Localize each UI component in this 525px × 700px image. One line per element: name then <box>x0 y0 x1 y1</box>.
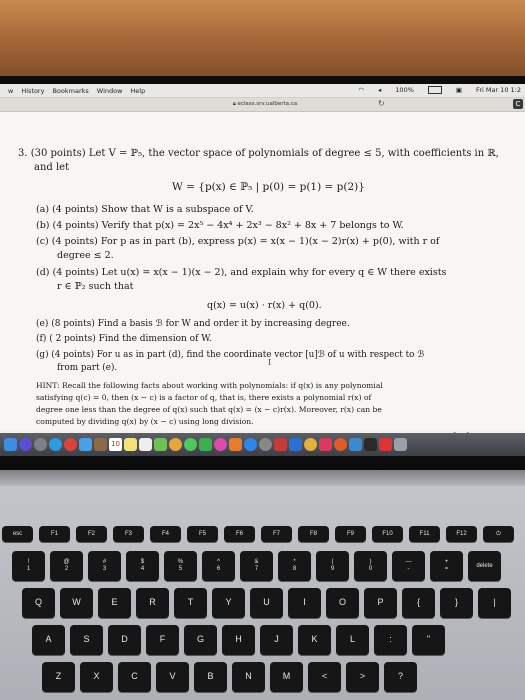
key-row0-1[interactable]: F1 <box>39 526 70 542</box>
key-row2-4[interactable]: T <box>174 588 207 618</box>
siri-icon[interactable] <box>19 438 32 451</box>
launchpad-icon[interactable] <box>34 438 47 451</box>
clock[interactable]: Fri Mar 10 1:2 <box>476 86 521 94</box>
key-row0-3[interactable]: F3 <box>113 526 144 542</box>
key-row0-6[interactable]: F6 <box>224 526 255 542</box>
key-row0-10[interactable]: F10 <box>372 526 403 542</box>
key-row1-6[interactable]: & 7 <box>240 551 273 581</box>
key-row1-10[interactable]: — - <box>392 551 425 581</box>
key-row2-7[interactable]: I <box>288 588 321 618</box>
problem-statement: 3. (30 points) Let V = ℙ₅, the vector space of polynomials of degree ≤ 5, with coefficients in ℝ, <box>18 148 499 159</box>
hint-line-2: satisfying q(c) = 0, then (x − c) is a factor of q, that is, there exists a polynomial r(x) of <box>36 393 372 402</box>
decomposition-equation: q(x) = u(x) · r(x) + q(0). <box>207 300 322 311</box>
key-row1-4[interactable]: % 5 <box>164 551 197 581</box>
key-row0-13[interactable]: ⏻ <box>483 526 514 542</box>
part-c-cont: degree ≤ 2. <box>57 250 114 261</box>
key-row4-3[interactable]: V <box>156 662 189 692</box>
wifi-icon[interactable]: ◠ <box>358 86 365 94</box>
part-f: (f) ( 2 points) Find the dimension of W. <box>36 334 212 344</box>
app-icon-8[interactable] <box>379 438 392 451</box>
lock-icon: 🔒︎ <box>232 101 236 107</box>
key-row0-2[interactable]: F2 <box>76 526 107 542</box>
set-definition: W = {p(x) ∈ ℙ₅ | p(0) = p(1) = p(2)} <box>172 181 365 193</box>
part-d-cont: r ∈ ℙ₂ such that <box>57 281 134 292</box>
extension-icon[interactable]: C <box>513 99 523 109</box>
display-icon[interactable]: ▣ <box>455 86 463 94</box>
key-row1-0[interactable]: ! 1 <box>12 551 45 581</box>
hint-line-1: HINT: Recall the following facts about working with polynomials: if q(x) is any polynomial <box>36 381 383 390</box>
part-g-cont: from part (e). <box>57 363 118 373</box>
menu-item-window[interactable]: Window <box>96 86 123 95</box>
part-g: (g) (4 points) For u as in part (d), find the coordinate vector [u]ℬ of u with respect to ℬ <box>36 350 425 360</box>
key-row1-11[interactable]: + = <box>430 551 463 581</box>
key-row2-6[interactable]: U <box>250 588 283 618</box>
assignment-document <box>0 112 525 430</box>
volume-icon[interactable]: ◂ <box>378 86 382 94</box>
menu-item-help[interactable]: Help <box>130 86 146 95</box>
key-row3-1[interactable]: S <box>70 625 103 655</box>
key-row1-8[interactable]: ( 9 <box>316 551 349 581</box>
safari-icon[interactable] <box>49 438 62 451</box>
part-b: (b) (4 points) Verify that p(x) = 2x⁵ − 4x⁴ + 2x³ − 8x² + 8x + 7 belongs to W. <box>36 220 404 231</box>
text-cursor-icon: I <box>268 358 272 367</box>
key-row0-9[interactable]: F9 <box>335 526 366 542</box>
key-row0-5[interactable]: F5 <box>187 526 218 542</box>
url-text: eclass.srv.ualberta.ca <box>237 101 298 107</box>
key-row2-2[interactable]: E <box>98 588 131 618</box>
app-icon-1[interactable] <box>274 438 287 451</box>
hint-line-3: degree one less than the degree of q(x) such that q(x) = (x − c)r(x). Moreover, r(x) can be <box>36 405 382 414</box>
key-row3-9[interactable]: : <box>374 625 407 655</box>
key-row3-0[interactable]: A <box>32 625 65 655</box>
key-row4-6[interactable]: M <box>270 662 303 692</box>
key-row3-6[interactable]: J <box>260 625 293 655</box>
key-row3-8[interactable]: L <box>336 625 369 655</box>
part-c: (c) (4 points) For p as in part (b), express p(x) = x(x − 1)(x − 2)r(x) + p(0), with r of <box>36 236 440 247</box>
reminders-icon[interactable] <box>139 438 152 451</box>
key-row1-1[interactable]: @ 2 <box>50 551 83 581</box>
key-row4-0[interactable]: Z <box>42 662 75 692</box>
reload-icon[interactable]: ↻ <box>378 99 385 108</box>
chrome-icon[interactable] <box>64 438 77 451</box>
key-row0-0[interactable]: esc <box>2 526 33 542</box>
browser-toolbar <box>0 98 525 112</box>
mac-dock <box>0 433 525 456</box>
calendar-icon[interactable]: 10 <box>109 438 122 451</box>
battery-icon[interactable] <box>428 86 442 94</box>
key-row4-1[interactable]: X <box>80 662 113 692</box>
key-row3-7[interactable]: K <box>298 625 331 655</box>
key-row2-9[interactable]: P <box>364 588 397 618</box>
ibooks-icon[interactable] <box>229 438 242 451</box>
key-row3-3[interactable]: F <box>146 625 179 655</box>
key-row1-7[interactable]: * 8 <box>278 551 311 581</box>
photos-icon[interactable] <box>169 438 182 451</box>
key-row4-5[interactable]: N <box>232 662 265 692</box>
status-area <box>350 86 521 94</box>
hint-line-4: computed by dividing q(x) by (x − c) using long division. <box>36 417 254 426</box>
app-icon-4[interactable] <box>319 438 332 451</box>
key-row3-10[interactable]: " <box>412 625 445 655</box>
key-row0-4[interactable]: F4 <box>150 526 181 542</box>
part-a: (a) (4 points) Show that W is a subspace of V. <box>36 204 254 215</box>
key-row2-8[interactable]: O <box>326 588 359 618</box>
preferences-icon[interactable] <box>259 438 272 451</box>
key-row3-2[interactable]: D <box>108 625 141 655</box>
key-row2-10[interactable]: { <box>402 588 435 618</box>
key-row0-11[interactable]: F11 <box>409 526 440 542</box>
app-icon-2[interactable] <box>289 438 302 451</box>
menu-item-bookmarks[interactable]: Bookmarks <box>52 86 89 95</box>
key-row0-7[interactable]: F7 <box>261 526 292 542</box>
key-row3-4[interactable]: G <box>184 625 217 655</box>
appstore-icon[interactable] <box>244 438 257 451</box>
key-row1-9[interactable]: ) 0 <box>354 551 387 581</box>
battery-percent: 100% <box>395 86 414 94</box>
key-row0-8[interactable]: F8 <box>298 526 329 542</box>
itunes-icon[interactable] <box>214 438 227 451</box>
key-row4-4[interactable]: B <box>194 662 227 692</box>
key-row1-12[interactable]: delete <box>468 551 501 581</box>
app-icon-6[interactable] <box>349 438 362 451</box>
messages-icon[interactable] <box>184 438 197 451</box>
problem-statement-cont: and let <box>34 162 70 173</box>
contacts-icon[interactable] <box>94 438 107 451</box>
key-row4-9[interactable]: ? <box>384 662 417 692</box>
app-icon-7[interactable] <box>364 438 377 451</box>
key-row2-12[interactable]: | <box>478 588 511 618</box>
app-icon-3[interactable] <box>304 438 317 451</box>
key-row3-5[interactable]: H <box>222 625 255 655</box>
key-row4-7[interactable]: < <box>308 662 341 692</box>
key-row1-2[interactable]: # 3 <box>88 551 121 581</box>
finder-icon[interactable] <box>4 438 17 451</box>
part-d: (d) (4 points) Let u(x) = x(x − 1)(x − 2), and explain why for every q ∈ W there exists <box>36 267 447 278</box>
key-row4-2[interactable]: C <box>118 662 151 692</box>
key-row1-3[interactable]: $ 4 <box>126 551 159 581</box>
key-row2-0[interactable]: Q <box>22 588 55 618</box>
laptop-hinge <box>0 470 525 486</box>
app-icon-5[interactable] <box>334 438 347 451</box>
key-row2-1[interactable]: W <box>60 588 93 618</box>
mac-menubar <box>0 84 525 98</box>
key-row0-12[interactable]: F12 <box>446 526 477 542</box>
mail-icon[interactable] <box>79 438 92 451</box>
key-row2-3[interactable]: R <box>136 588 169 618</box>
part-e: (e) (8 points) Find a basis ℬ for W and order it by increasing degree. <box>36 319 350 329</box>
facetime-icon[interactable] <box>199 438 212 451</box>
key-row2-11[interactable]: } <box>440 588 473 618</box>
laptop-screen <box>0 84 525 456</box>
background-wall <box>0 0 525 84</box>
key-row4-8[interactable]: > <box>346 662 379 692</box>
key-row1-5[interactable]: ^ 6 <box>202 551 235 581</box>
menu-item-history[interactable]: History <box>21 86 45 95</box>
notes-icon[interactable] <box>124 438 137 451</box>
trash-icon[interactable] <box>394 438 407 451</box>
menu-item-window-app[interactable]: w <box>8 86 14 95</box>
address-bar[interactable] <box>215 100 315 109</box>
key-row2-5[interactable]: Y <box>212 588 245 618</box>
maps-icon[interactable] <box>154 438 167 451</box>
